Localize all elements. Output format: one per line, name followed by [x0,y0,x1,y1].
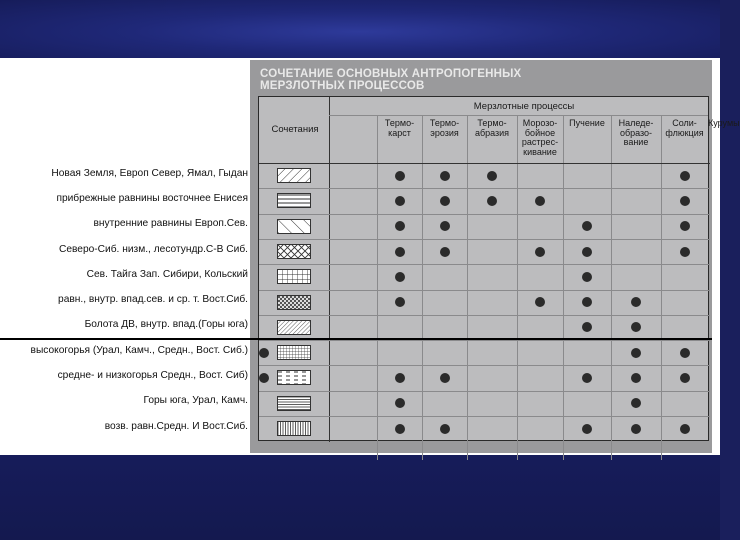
process-mark [631,373,641,383]
column-header: Морозо- бойное растрес- кивание [521,118,559,157]
process-mark [440,196,450,206]
process-mark [582,373,592,383]
table-column-divider [422,115,423,460]
pattern-swatch [277,269,311,284]
column-header: Пучение [569,118,605,128]
table-column-divider [377,115,378,460]
process-mark [395,247,405,257]
process-mark [395,171,405,181]
slide-footer-band [0,455,720,540]
pattern-swatch [277,320,311,335]
region-label: внутренние равнины Европ.Сев. [93,218,248,230]
process-mark [680,348,690,358]
process-mark [440,171,450,181]
region-label: Северо-Сиб. низм., лесотундр.С-В Сиб. [58,243,248,255]
process-mark [440,221,450,231]
processes-header: Мерзлотные процессы [473,101,575,112]
pattern-swatch [277,168,311,183]
region-label: прибрежные равнины восточнее Енисея [56,192,248,204]
process-mark [582,272,592,282]
pattern-swatch [277,421,311,436]
region-label: Горы юга, Урал, Камч. [143,395,248,407]
process-mark [582,221,592,231]
process-mark [440,424,450,434]
process-mark [631,424,641,434]
table-title-line1: СОЧЕТАНИЕ ОСНОВНЫХ АНТРОПОГЕННЫХ [260,68,522,80]
process-mark [631,297,641,307]
column-header: Курумы [708,118,740,128]
process-mark [259,373,269,383]
process-mark [395,221,405,231]
table-title [260,68,700,92]
process-mark [680,196,690,206]
pattern-swatch [277,370,311,385]
table-column-divider [661,115,662,460]
process-mark [395,373,405,383]
process-mark [487,171,497,181]
table-column-divider [611,115,612,460]
process-table [258,96,740,441]
column-header: Соли- флюкция [665,118,704,138]
column-header: Наледе- образо- вание [618,118,654,147]
process-mark [582,297,592,307]
process-mark [395,196,405,206]
pattern-swatch [277,193,311,208]
row-divider [259,340,710,341]
region-label: высокогорья (Урал, Камч., Средн., Вост. Сиб.) [30,344,248,356]
process-mark [631,322,641,332]
process-mark [487,196,497,206]
region-label: средне- и низкогорья Средн., Вост. Сиб) [57,370,248,382]
group-separator [0,338,712,340]
row-divider [259,163,710,164]
processes-header-divider [329,115,708,116]
table-column-divider [563,115,564,460]
table-title-line2: МЕРЗЛОТНЫХ ПРОЦЕССОВ [260,80,425,92]
pattern-swatch [277,219,311,234]
process-mark [535,196,545,206]
process-mark [680,373,690,383]
region-label: равн., внутр. впад.сев. и ср. т. Вост.Сиб. [58,294,248,306]
region-label: Сев. Тайга Зап. Сибири, Кольский [86,268,248,280]
process-mark [395,424,405,434]
process-mark [395,297,405,307]
process-mark [582,247,592,257]
row-divider [259,391,710,392]
region-label: Новая Земля, Европ Север, Ямал, Гыдан [51,167,248,179]
region-label: Болота ДВ, внутр. впад.(Горы юга) [84,319,248,331]
region-label: возв. равн.Средн. И Вост.Сиб. [104,420,248,432]
combinations-header: Сочетания [271,124,319,135]
pattern-swatch [277,345,311,360]
process-mark [680,424,690,434]
row-divider [259,239,710,240]
process-mark [582,424,592,434]
process-mark [631,348,641,358]
row-divider [259,188,710,189]
process-mark [680,221,690,231]
pattern-swatch [277,244,311,259]
slide-header-band [0,0,720,58]
process-mark [631,398,641,408]
process-mark [535,247,545,257]
process-mark [680,247,690,257]
process-mark [680,171,690,181]
row-divider [259,290,710,291]
process-mark [535,297,545,307]
row-divider [259,315,710,316]
column-header: Термо- эрозия [429,118,460,138]
table-column-divider [467,115,468,460]
row-divider [259,365,710,366]
row-divider [259,416,710,417]
process-mark [440,247,450,257]
pattern-swatch [277,295,311,310]
column-header: Термо- карст [384,118,415,138]
column-header: Термо- абразия [474,118,510,138]
pattern-swatch [277,396,311,411]
row-divider [259,264,710,265]
process-mark [395,272,405,282]
table-column-divider [517,115,518,460]
process-mark [582,322,592,332]
process-mark [440,373,450,383]
process-mark [259,348,269,358]
row-divider [259,214,710,215]
process-mark [395,398,405,408]
